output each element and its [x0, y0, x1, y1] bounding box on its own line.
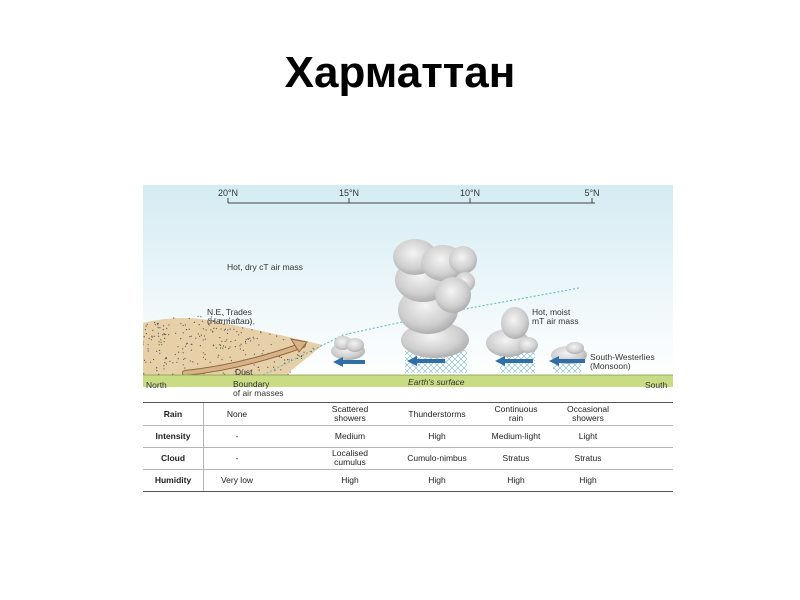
table-cell: Very low [220, 474, 254, 485]
monsoon-label: (Monsoon) [590, 361, 631, 371]
table-cell: - [235, 452, 239, 463]
boundary-label-line2: of air masses [233, 388, 284, 398]
harmattan-label: (Harmattan) [207, 316, 253, 326]
table-row [143, 403, 673, 426]
mt-air-mass-label-line2: mT air mass [532, 316, 579, 326]
harmattan-diagram [143, 185, 673, 490]
table-cell: Medium-light [491, 430, 541, 441]
row-label: Intensity [143, 425, 204, 447]
table-cell: Thunderstorms [408, 408, 466, 419]
table-cell: High [507, 474, 525, 485]
row-label: Cloud [143, 447, 204, 469]
dust-label: Dust [235, 367, 253, 377]
table-cell: Occasional showers [566, 404, 610, 423]
ne-trades-label: N.E. Trades [207, 307, 252, 317]
table-cell: Medium [334, 430, 366, 441]
table-cell: High [341, 474, 359, 485]
slide-title: Харматтан [284, 48, 516, 97]
latitude-label: 15°N [338, 188, 360, 198]
row-label: Humidity [143, 469, 204, 491]
climate-table [143, 402, 673, 492]
table-cell: High [579, 474, 597, 485]
earth-surface-label: Earth's surface [408, 377, 465, 387]
latitude-label: 20°N [217, 188, 239, 198]
table-cell: High [428, 474, 446, 485]
mt-air-mass-label: Hot, moist [532, 307, 571, 317]
table-row [143, 447, 673, 470]
south-label: South [645, 380, 668, 390]
table-cell: Continuous rain [494, 404, 538, 423]
south-westerlies-label: South-Westerlies [590, 352, 655, 362]
table-cell: Cumulo-nimbus [407, 452, 467, 463]
table-cell: Localised cumulus [332, 448, 368, 467]
table-cell: High [428, 430, 446, 441]
boundary-label: Boundary [233, 379, 270, 389]
table-cell: Scattered showers [331, 404, 369, 423]
table-cell: None [226, 408, 248, 419]
latitude-label: 10°N [459, 188, 481, 198]
table-cell: Light [578, 430, 598, 441]
table-row [143, 425, 673, 448]
cumulonimbus-cloud [393, 239, 477, 373]
table-cell: Stratus [502, 452, 530, 463]
table-row [143, 469, 673, 491]
latitude-label: 5°N [584, 188, 600, 198]
table-cell: - [235, 430, 239, 441]
north-label: North [146, 380, 167, 390]
cumulus-cloud-small [331, 336, 365, 360]
ct-air-mass-label: Hot, dry cT air mass [227, 262, 303, 272]
row-label: Rain [143, 403, 204, 425]
table-cell: Stratus [574, 452, 602, 463]
